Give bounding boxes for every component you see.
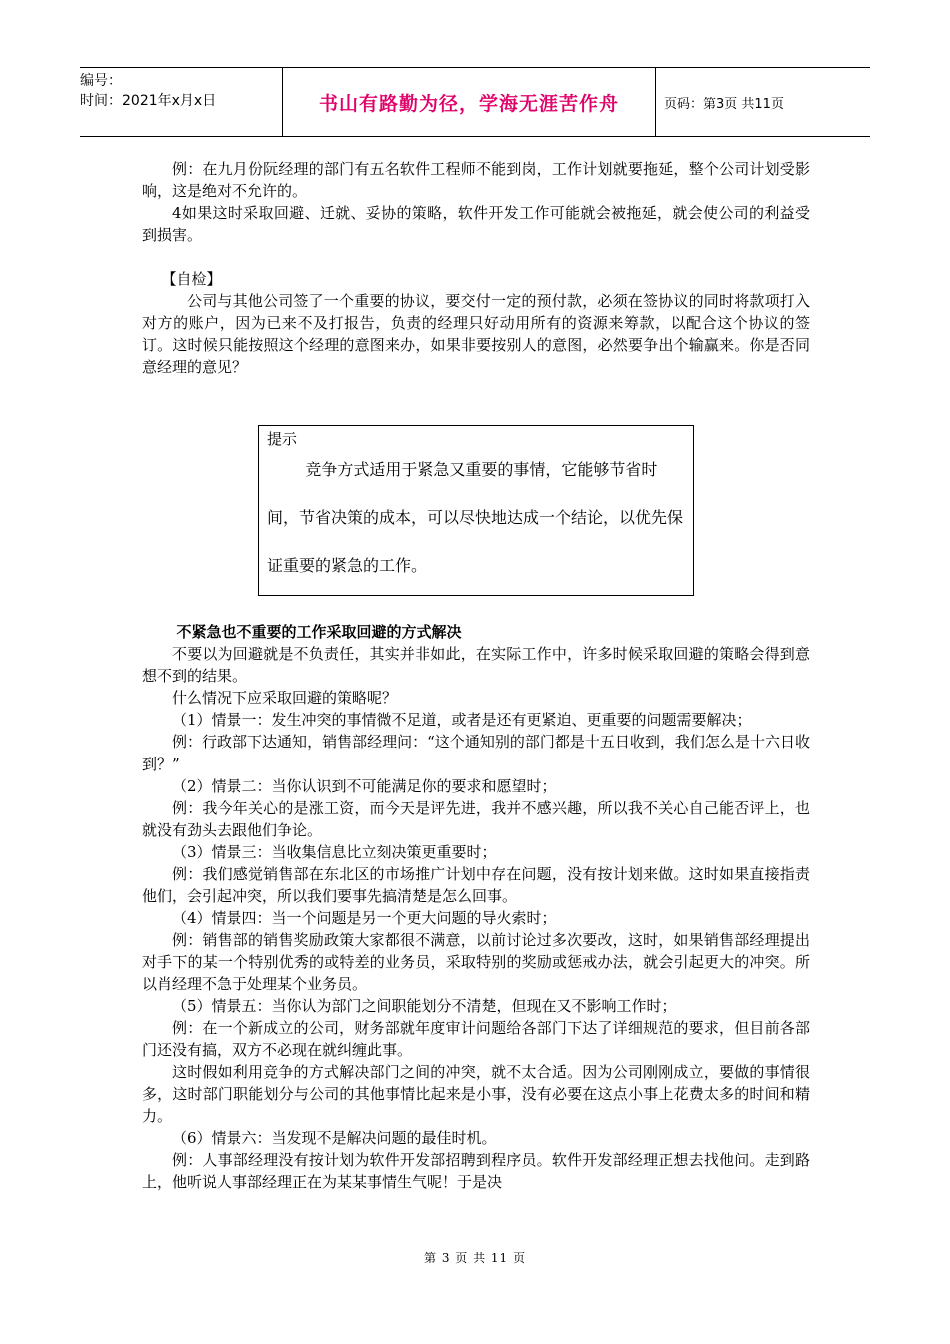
section-heading: 不紧急也不重要的工作采取回避的方式解决 (176, 623, 462, 641)
example-4: 例：销售部的销售奖励政策大家都很不满意，以前讨论过多次要改，这时，如果销售部经理提出对手下的某一个特别优秀的或特差的业务员，采取特别的奖励或惩戒办法，就会引起更大的冲突。所以肖经理不急于处理某个业务员。 (142, 931, 810, 993)
paragraph-s13: 这时假如利用竞争的方式解决部门之间的冲突，就不太合适。因为公司刚刚成立，要做的事情很多，这时部门职能划分与公司的其他事情比起来是小事，没有必要在这点小事上花费太多的时间和精力。 (142, 1063, 810, 1125)
example-1: 例：行政部下达通知，销售部经理问：“这个通知别的部门都是十五日收到，我们怎么是十六日收到？” (142, 733, 810, 773)
scenario-6: （6）情景六：当发现不是解决问题的最佳时机。 (172, 1129, 497, 1147)
self-check-paragraph: 公司与其他公司签了一个重要的协议，要交付一定的预付款，必须在签协议的同时将款项打入对方的账户，因为已来不及打报告，负责的经理只好动用所有的资源来筹款，以配合这个协议的签订。这时候只能按照这个经理的意图来办，如果非要按别人的意图，必然要争出个输赢来。你是否同意经理的意见？ (142, 292, 810, 376)
example-6: 例：人事部经理没有按计划为软件开发部招聘到程序员。软件开发部经理正想去找他问。走到路上，他听说人事部经理正在为某某事情生气呢！于是决 (142, 1151, 810, 1191)
page-footer: 第 3 页 共 11 页 (424, 1251, 526, 1265)
tip-title: 提示 (267, 430, 298, 448)
example-3: 例：我们感觉销售部在东北区的市场推广计划中存在问题，没有按计划来做。这时如果直接指责他们，会引起冲突，所以我们要事先搞清楚是怎么回事。 (142, 865, 810, 905)
scenario-3: （3）情景三：当收集信息比立刻决策更重要时； (172, 843, 497, 861)
tip-box (258, 425, 694, 596)
header-page-label: 页码：第3页 共11页 (664, 96, 784, 112)
header-meta (80, 68, 283, 136)
scenario-2: （2）情景二：当你认识到不可能满足你的要求和愿望时； (172, 777, 557, 795)
doc-date-label: 时间：2021年x月x日 (80, 93, 217, 109)
paragraph-4: 4如果这时采取回避、迁就、妥协的策略，软件开发工作可能就会被拖延，就会使公司的利益受到损害。 (142, 204, 810, 244)
paragraph-s1: 不要以为回避就是不负责任，其实并非如此，在实际工作中，许多时候采取回避的策略会得到意想不到的结果。 (142, 645, 810, 685)
document-body (142, 158, 810, 378)
scenario-1: （1）情景一：发生冲突的事情微不足道，或者是还有更紧迫、更重要的问题需要解决； (172, 711, 752, 729)
paragraph-example-1: 例：在九月份阮经理的部门有五名软件工程师不能到岗，工作计划就要拖延，整个公司计划受影响，这是绝对不允许的。 (142, 160, 810, 200)
header-motto: 书山有路勤为径，学海无涯苦作舟 (283, 68, 656, 136)
paragraph-s2: 什么情况下应采取回避的策略呢？ (172, 689, 398, 707)
scenario-4: （4）情景四：当一个问题是另一个更大问题的导火索时； (172, 909, 557, 927)
section-body (142, 621, 810, 1193)
scenario-5: （5）情景五：当你认为部门之间职能划分不清楚，但现在又不影响工作时； (172, 997, 677, 1015)
self-check-heading: 【自检】 (161, 270, 222, 288)
example-5: 例：在一个新成立的公司，财务部就年度审计问题给各部门下达了详细规范的要求，但目前各部门还没有搞，双方不必现在就纠缠此事。 (142, 1019, 810, 1059)
page-header (80, 67, 870, 137)
example-2: 例：我今年关心的是涨工资，而今天是评先进，我并不感兴趣，所以我不关心自己能否评上，也就没有劲头去跟他们争论。 (142, 799, 810, 839)
doc-number-label: 编号： (80, 73, 122, 89)
tip-text: 竞争方式适用于紧急又重要的事情，它能够节省时间，节省决策的成本，可以尽快地达成一个结论，以优先保证重要的紧急的工作。 (267, 460, 684, 575)
